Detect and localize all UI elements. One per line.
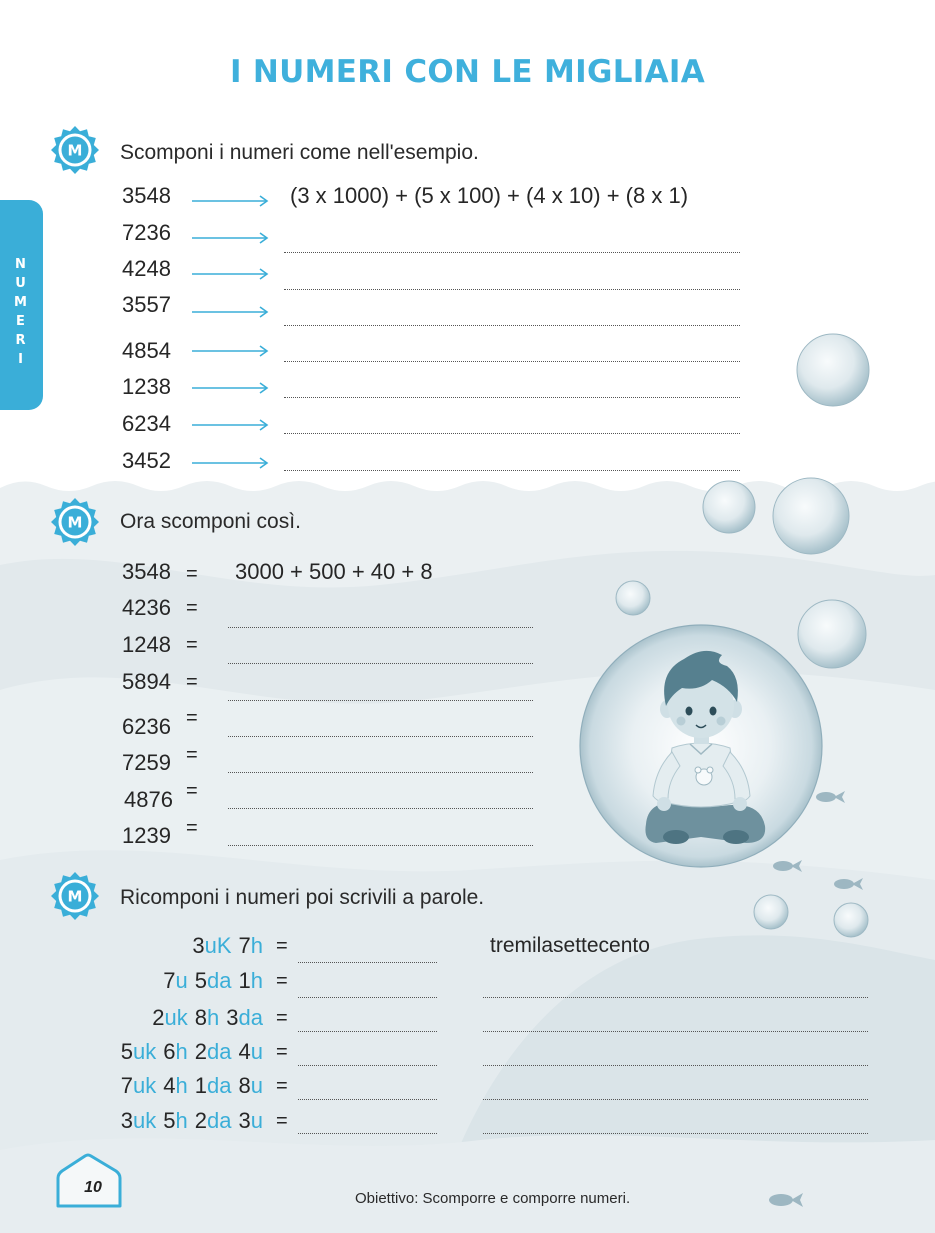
ex2-equals-sign: = <box>186 597 198 619</box>
ex3-place-value-group <box>121 1039 157 1064</box>
ex1-answer-blank <box>284 397 740 398</box>
ex3-place-value-expression <box>40 1039 263 1065</box>
m-sun-badge-icon <box>51 872 99 920</box>
ex3-place-value-group <box>192 933 231 958</box>
ex3-unit: uk <box>133 1108 157 1133</box>
ex2-example-answer: 3000 + 500 + 40 + 8 <box>235 559 433 584</box>
ex2-equals-sign: = <box>186 634 198 656</box>
ex2-number: 4236 <box>122 595 171 620</box>
ex2-number: 1248 <box>122 632 171 657</box>
badge-letter: M <box>67 887 83 906</box>
ex3-unit: uk <box>133 1039 157 1064</box>
ex3-place-value-group <box>239 1108 264 1133</box>
ex3-words-blank <box>483 997 868 998</box>
ex3-unit: uk <box>133 1073 157 1098</box>
ex1-answer-blank <box>284 361 740 362</box>
ex2-answer-blank <box>228 772 533 773</box>
ex1-answer-blank <box>284 470 740 471</box>
ex2-answer-blank <box>228 627 533 628</box>
ex2-number: 4876 <box>124 787 173 812</box>
ex3-place-value-expression <box>40 1005 263 1031</box>
ex3-place-value-group <box>163 1108 188 1133</box>
ex3-digit: 6 <box>163 1039 176 1064</box>
ex3-digit: 8 <box>238 1073 251 1098</box>
ex3-equals-sign: = <box>276 1075 288 1097</box>
ex3-place-value-group <box>121 1073 157 1098</box>
ex3-unit: da <box>207 968 232 993</box>
ex2-answer-blank <box>228 700 533 701</box>
ex1-number: 4248 <box>122 256 171 281</box>
arrow-right-icon <box>190 305 270 319</box>
ex3-digit: 3 <box>192 933 205 958</box>
ex2-equals-sign: = <box>186 817 198 839</box>
arrow-right-icon <box>190 344 270 358</box>
ex3-place-value-group <box>239 1073 264 1098</box>
ex3-equals-sign: = <box>276 1041 288 1063</box>
ex3-unit: h <box>250 968 263 993</box>
ex3-equals-sign: = <box>276 935 288 957</box>
ex3-place-value-group <box>239 968 264 993</box>
m-sun-badge-icon <box>51 126 99 174</box>
ex2-equals-sign: = <box>186 780 198 802</box>
ex3-equals-sign: = <box>276 1007 288 1029</box>
ex1-number: 7236 <box>122 220 171 245</box>
ex3-unit: da <box>207 1073 232 1098</box>
ex3-unit: da <box>238 1005 263 1030</box>
ex1-answer-blank <box>284 289 740 290</box>
ex2-answer-blank <box>228 808 533 809</box>
ex3-digit: 3 <box>238 1108 251 1133</box>
ex3-number-blank <box>298 997 437 998</box>
section-tab <box>0 200 43 410</box>
ex3-digit: 5 <box>163 1108 176 1133</box>
ex3-place-value-group <box>121 1108 157 1133</box>
badge-letter: M <box>67 141 83 160</box>
ex3-unit: h <box>250 933 263 958</box>
ex3-digit: 7 <box>120 1073 134 1098</box>
ex3-place-value-group <box>239 1039 264 1064</box>
ex2-number: 1239 <box>122 823 171 848</box>
ex3-unit: h <box>175 1108 188 1133</box>
ex3-place-value-group <box>163 968 188 993</box>
ex3-number-blank <box>298 1065 437 1066</box>
arrow-right-icon <box>190 381 270 395</box>
ex1-number: 4854 <box>122 338 171 363</box>
ex3-digit: 1 <box>194 1073 208 1098</box>
ex1-number: 1238 <box>122 374 171 399</box>
ex3-place-value-expression <box>40 1108 263 1134</box>
arrow-right-icon <box>190 231 270 245</box>
ex3-unit: h <box>207 1005 220 1030</box>
ex3-unit: uK <box>204 933 232 958</box>
ex2-equals-sign: = <box>186 744 198 766</box>
section-tab-label: NUMERI <box>13 257 28 371</box>
ex3-place-value-group <box>163 1039 188 1064</box>
page-number: 10 <box>84 1179 102 1196</box>
ex3-place-value-group <box>163 1073 188 1098</box>
ex2-answer-blank <box>228 663 533 664</box>
page-title: I NUMERI CON LE MIGLIAIA <box>229 54 706 90</box>
ex2-equals-sign: = <box>186 707 198 729</box>
m-sun-badge-icon <box>51 498 99 546</box>
arrow-right-icon <box>190 456 270 470</box>
arrow-right-icon <box>190 267 270 281</box>
ex3-number-blank <box>298 1133 437 1134</box>
ex2-number: 5894 <box>122 669 171 694</box>
ex1-example-answer: (3 x 1000) + (5 x 100) + (4 x 10) + (8 x 1) <box>290 183 689 208</box>
ex3-place-value-expression <box>40 1073 263 1099</box>
ex2-number: 7259 <box>122 750 171 775</box>
ex3-place-value-group <box>195 1073 232 1098</box>
ex2-number: 6236 <box>122 714 171 739</box>
ex3-place-value-group <box>195 1005 220 1030</box>
ex3-unit: h <box>175 1039 188 1064</box>
ex3-unit: uk <box>164 1005 188 1030</box>
ex3-words-blank <box>483 1099 868 1100</box>
ex3-digit: 3 <box>120 1108 134 1133</box>
ex3-unit: u <box>250 1073 263 1098</box>
ex3-place-value-group <box>152 1005 188 1030</box>
ex3-number-blank <box>298 962 437 963</box>
ex2-answer-blank <box>228 736 533 737</box>
ex1-number: 3557 <box>122 292 171 317</box>
ex3-digit: 1 <box>238 968 251 993</box>
ex1-answer-blank <box>284 252 740 253</box>
ex3-place-value-expression <box>40 968 263 994</box>
exercise-2-instruction: Ora scomponi così. <box>120 510 301 533</box>
ex3-words-blank <box>483 1031 868 1032</box>
ex3-digit: 4 <box>163 1073 176 1098</box>
ex3-number-blank <box>298 1099 437 1100</box>
arrow-right-icon <box>190 418 270 432</box>
exercise-3-instruction: Ricomponi i numeri poi scrivili a parole. <box>120 886 485 909</box>
ex1-number: 3548 <box>122 183 171 208</box>
ex3-unit: u <box>250 1039 263 1064</box>
ex1-answer-blank <box>284 325 740 326</box>
ex1-number: 6234 <box>122 411 171 436</box>
ex2-answer-blank <box>228 845 533 846</box>
ex3-place-value-expression <box>40 933 263 959</box>
ex1-number: 3452 <box>122 448 171 473</box>
ex3-unit: h <box>175 1073 188 1098</box>
ex3-digit: 3 <box>226 1005 239 1030</box>
ex2-equals-sign: = <box>186 563 198 585</box>
ex3-unit: u <box>250 1108 263 1133</box>
objective-text: Obiettivo: Scomporre e comporre numeri. <box>355 1190 631 1207</box>
ex3-equals-sign: = <box>276 970 288 992</box>
ex3-digit: 4 <box>238 1039 251 1064</box>
ex3-digit: 7 <box>238 933 251 958</box>
ex3-number-blank <box>298 1031 437 1032</box>
ex3-place-value-group <box>195 1039 232 1064</box>
ex2-number: 3548 <box>122 559 171 584</box>
ex3-digit: 5 <box>194 968 208 993</box>
ex3-words-blank <box>483 1065 868 1066</box>
ex3-digit: 5 <box>120 1039 134 1064</box>
exercise-1-instruction: Scomponi i numeri come nell'esempio. <box>120 141 479 164</box>
arrow-right-icon <box>190 194 270 208</box>
ex3-place-value-group <box>195 1108 232 1133</box>
ex3-example-words: tremilasettecento <box>490 934 650 957</box>
ex3-equals-sign: = <box>276 1110 288 1132</box>
ex3-place-value-group <box>239 933 264 958</box>
ex3-digit: 7 <box>163 968 176 993</box>
ex3-unit: u <box>175 968 188 993</box>
ex3-words-blank <box>483 1133 868 1134</box>
ex3-digit: 8 <box>194 1005 208 1030</box>
ex3-digit: 2 <box>194 1108 208 1133</box>
ex3-place-value-group <box>226 1005 263 1030</box>
ex2-equals-sign: = <box>186 671 198 693</box>
ex3-unit: da <box>207 1039 232 1064</box>
ex3-digit: 2 <box>152 1005 165 1030</box>
ex3-unit: da <box>207 1108 232 1133</box>
ex3-digit: 2 <box>194 1039 208 1064</box>
badge-letter: M <box>67 513 83 532</box>
ex3-place-value-group <box>195 968 232 993</box>
ex1-answer-blank <box>284 433 740 434</box>
